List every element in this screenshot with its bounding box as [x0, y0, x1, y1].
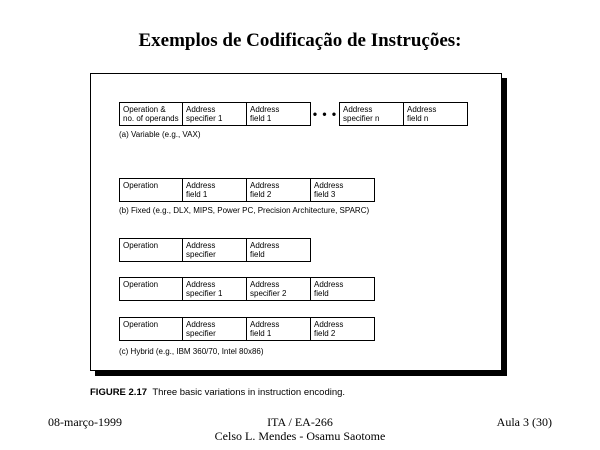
variable-caption: (a) Variable (e.g., VAX) [119, 130, 201, 139]
figure-caption [90, 387, 345, 398]
field-line-2: field [250, 250, 265, 259]
variable-format-row [119, 102, 468, 126]
field-line-1: Operation [123, 241, 159, 250]
field-line-2: field 3 [314, 190, 336, 199]
fixed-format-row [119, 178, 375, 202]
address-field [246, 317, 311, 341]
address-field [182, 102, 247, 126]
field-line-2: field 1 [186, 190, 208, 199]
footer-course: ITA / EA-266 [267, 415, 333, 429]
hybrid-format-row-3 [119, 317, 375, 341]
address-field [182, 277, 247, 301]
figure-frame [90, 73, 502, 371]
operation-field [119, 277, 183, 301]
field-line-2: specifier [186, 250, 216, 259]
footer-lecture: Aula 3 (30) [496, 415, 552, 429]
field-line-2: specifier 2 [250, 289, 287, 298]
address-field [310, 317, 375, 341]
field-line-2: field n [407, 114, 429, 123]
field-line-1: Address [250, 320, 280, 329]
field-line-1: Address [186, 181, 216, 190]
hybrid-format-row-2 [119, 277, 375, 301]
field-line-2: field 2 [250, 190, 272, 199]
slide-title: Exemplos de Codificação de Instruções: [138, 30, 462, 51]
field-line-1: Address [186, 320, 216, 329]
field-line-1: Address [314, 181, 344, 190]
address-field [182, 317, 247, 341]
figure-caption-text: Three basic variations in instruction encoding. [152, 387, 346, 398]
field-line-2: field [314, 289, 329, 298]
address-field [246, 238, 311, 262]
field-line-2: no. of operands [123, 114, 179, 123]
fixed-caption: (b) Fixed (e.g., DLX, MIPS, Power PC, Precision Architecture, SPARC) [119, 206, 370, 215]
field-line-1: Address [314, 320, 344, 329]
field-line-2: specifier 1 [186, 114, 223, 123]
footer-date: 08-março-1999 [48, 415, 122, 429]
field-line-1: Address [314, 280, 344, 289]
field-line-1: Address [186, 280, 216, 289]
field-line-2: specifier [186, 329, 216, 338]
hybrid-format-row-1 [119, 238, 311, 262]
address-field [182, 238, 247, 262]
operation-field [119, 238, 183, 262]
operation-field [119, 178, 183, 202]
field-line-1: Address [250, 241, 280, 250]
field-line-1: Operation & [123, 105, 166, 114]
field-line-1: Operation [123, 280, 159, 289]
field-line-1: Address [250, 105, 280, 114]
field-line-1: Address [343, 105, 373, 114]
field-line-2: field 1 [250, 329, 272, 338]
field-line-2: field 2 [314, 329, 336, 338]
field-line-2: field 1 [250, 114, 272, 123]
field-line-1: Address [186, 241, 216, 250]
field-line-1: Operation [123, 181, 159, 190]
field-line-1: Address [250, 181, 280, 190]
address-field [310, 277, 375, 301]
field-line-2: specifier 1 [186, 289, 223, 298]
address-field [182, 178, 247, 202]
figure-caption-label: FIGURE 2.17 [90, 387, 148, 398]
field-line-1: Operation [123, 320, 159, 329]
hybrid-caption: (c) Hybrid (e.g., IBM 360/70, Intel 80x86) [119, 347, 264, 356]
field-line-2: specifier n [343, 114, 380, 123]
address-field [246, 277, 311, 301]
address-field [246, 178, 311, 202]
field-line-1: Address [186, 105, 216, 114]
ellipsis: • • • [312, 107, 338, 121]
field-line-1: Address [250, 280, 280, 289]
footer-authors: Celso L. Mendes - Osamu Saotome [214, 429, 386, 443]
address-field [339, 102, 404, 126]
field-line-1: Address [407, 105, 437, 114]
operation-field [119, 317, 183, 341]
address-field [310, 178, 375, 202]
operation-field [119, 102, 183, 126]
address-field [246, 102, 311, 126]
address-field [403, 102, 468, 126]
